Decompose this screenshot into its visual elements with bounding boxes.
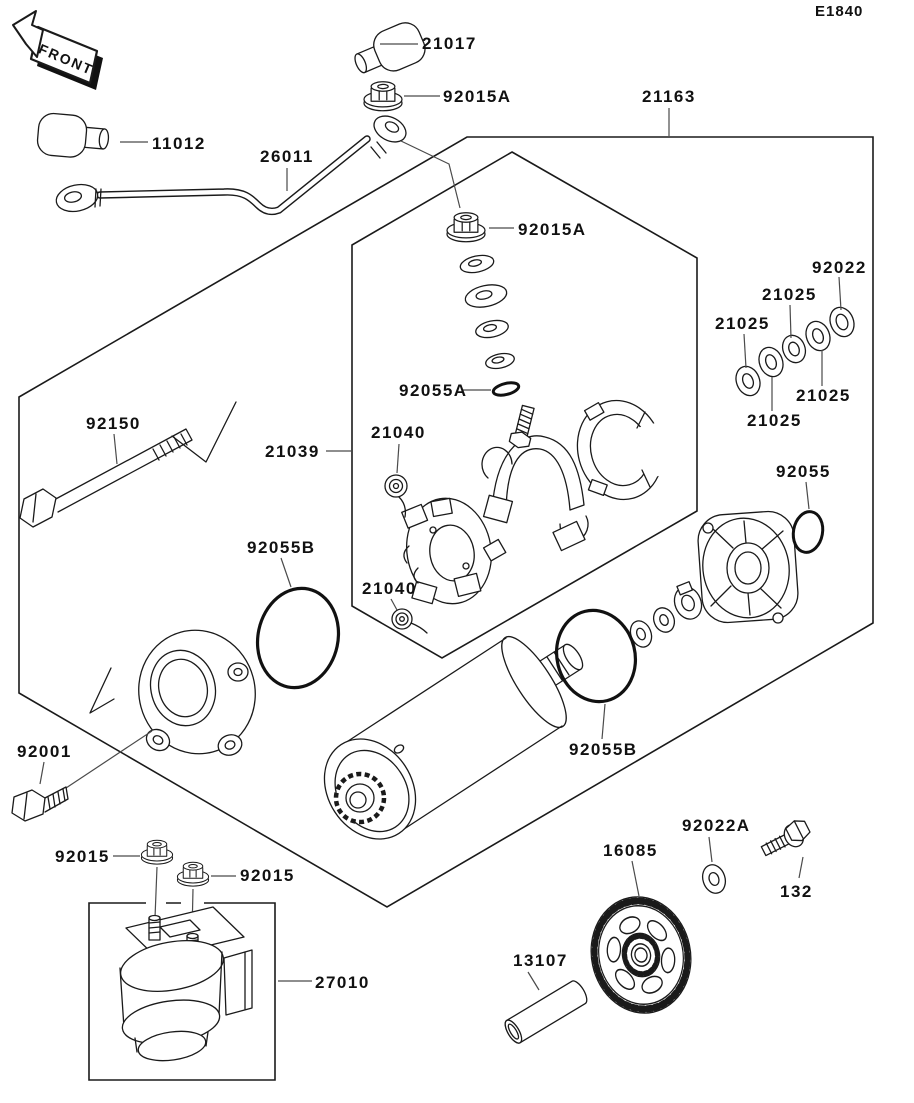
label-21025-top: 21025: [762, 285, 817, 304]
brush-spring-21040-top: [385, 475, 407, 517]
label-92015-left: 92015: [55, 847, 110, 866]
nut-92015a-middle: [447, 213, 485, 242]
bolt-92150: [20, 429, 192, 527]
label-92015a-top: 92015A: [443, 87, 512, 106]
cap-11012-body: [36, 112, 87, 158]
armature-assembly: [306, 628, 586, 856]
label-11012: 11012: [152, 134, 206, 153]
leader-21025-top: [790, 305, 791, 338]
c-ring-insulator: [566, 391, 678, 509]
bolt-head: [12, 790, 45, 821]
starter-relay-27010: [89, 867, 275, 1080]
cable-wire-outline: [100, 139, 367, 211]
label-21025-left: 21025: [715, 314, 770, 333]
shaft-pin-13107: [502, 978, 590, 1045]
terminal-stud-1: [149, 916, 160, 941]
label-21163: 21163: [642, 87, 696, 106]
label-92150: 92150: [86, 414, 141, 433]
label-92022: 92022: [812, 258, 867, 277]
brush-lead-arch: [482, 436, 588, 551]
brush-block: [553, 521, 585, 550]
oring-92055b-left: [248, 581, 347, 695]
label-132: 132: [780, 882, 813, 901]
leader-92055: [806, 482, 809, 509]
leader-92001: [40, 762, 44, 784]
terminal-cap-11012: [36, 112, 110, 160]
brush-spring-21040-bottom: [392, 609, 427, 633]
leader-terminal-to-nut: [401, 141, 460, 208]
label-16085: 16085: [603, 841, 658, 860]
leader-92055b-left: [281, 558, 291, 587]
label-92015-right: 92015: [240, 866, 295, 885]
cable-crimp-right: [371, 142, 386, 158]
oring-92055a: [492, 381, 520, 398]
leader-21025-left: [744, 334, 746, 368]
label-21039: 21039: [265, 442, 320, 461]
commutator-hub: [336, 774, 384, 822]
label-92055a: 92055A: [399, 381, 468, 400]
nut-92015a-top: [364, 82, 402, 111]
leader-92150: [114, 434, 117, 464]
leader-21040-top: [397, 444, 399, 473]
label-21025-right: 21025: [796, 386, 851, 405]
washer-92022a: [699, 862, 729, 896]
brush-box: [431, 498, 452, 516]
front-arrow-badge: [13, 11, 103, 90]
leader-nut-to-stud-1: [155, 867, 157, 918]
label-13107: 13107: [513, 951, 568, 970]
cap-21017-opening: [353, 52, 369, 74]
label-92055: 92055: [776, 462, 831, 481]
label-92015a-mid: 92015A: [518, 220, 587, 239]
label-21040-top: 21040: [371, 423, 426, 442]
brush-holder-assembly-21039: [385, 391, 678, 633]
leader-21040-bottom: [391, 599, 397, 610]
label-26011: 26011: [260, 147, 314, 166]
ear-hole: [773, 613, 783, 623]
ear-hole: [703, 523, 713, 533]
leader-16085: [632, 861, 639, 896]
oring-92055b-right: [547, 602, 645, 710]
leader-92055b-right: [602, 704, 605, 739]
label-92022a: 92022A: [682, 816, 751, 835]
label-21025-bottom: 21025: [747, 411, 802, 430]
pointer-wedge-cover: [90, 668, 114, 713]
diagram-code: E1840: [815, 3, 864, 20]
rear-bracket: [695, 510, 800, 625]
cap-11012-opening: [99, 129, 110, 150]
label-21017: 21017: [422, 34, 477, 53]
battery-cable-26011: [54, 111, 460, 215]
idler-gear-16085: [580, 888, 701, 1023]
leader-92022a: [709, 837, 712, 862]
brush-block: [484, 495, 513, 522]
solenoid-bracket: [224, 950, 252, 1015]
leader-92022: [839, 277, 841, 310]
leader-13107: [528, 972, 539, 990]
oring-92055: [790, 509, 826, 554]
label-92055b-right: 92055B: [569, 740, 638, 759]
front-badge-text: FRONT: [36, 40, 97, 79]
label-21040-bottom: 21040: [362, 579, 417, 598]
front-cover: [125, 617, 269, 767]
bolt-head: [20, 489, 56, 527]
leader-bolt-to-cover: [66, 731, 152, 788]
leader-132: [799, 857, 803, 878]
shaft-washer-set: [627, 582, 707, 651]
label-92001: 92001: [17, 742, 72, 761]
label-27010: 27010: [315, 973, 370, 992]
nut-92015-left: [141, 840, 172, 864]
bolt-132: [758, 817, 814, 862]
washer-stack-center: [459, 253, 516, 371]
nut-92015-right: [177, 862, 208, 886]
bolt-threads: [766, 836, 785, 854]
terminal-cap-21017: [348, 18, 429, 84]
label-92055b-left: 92055B: [247, 538, 316, 557]
solenoid-body: [117, 907, 252, 1065]
